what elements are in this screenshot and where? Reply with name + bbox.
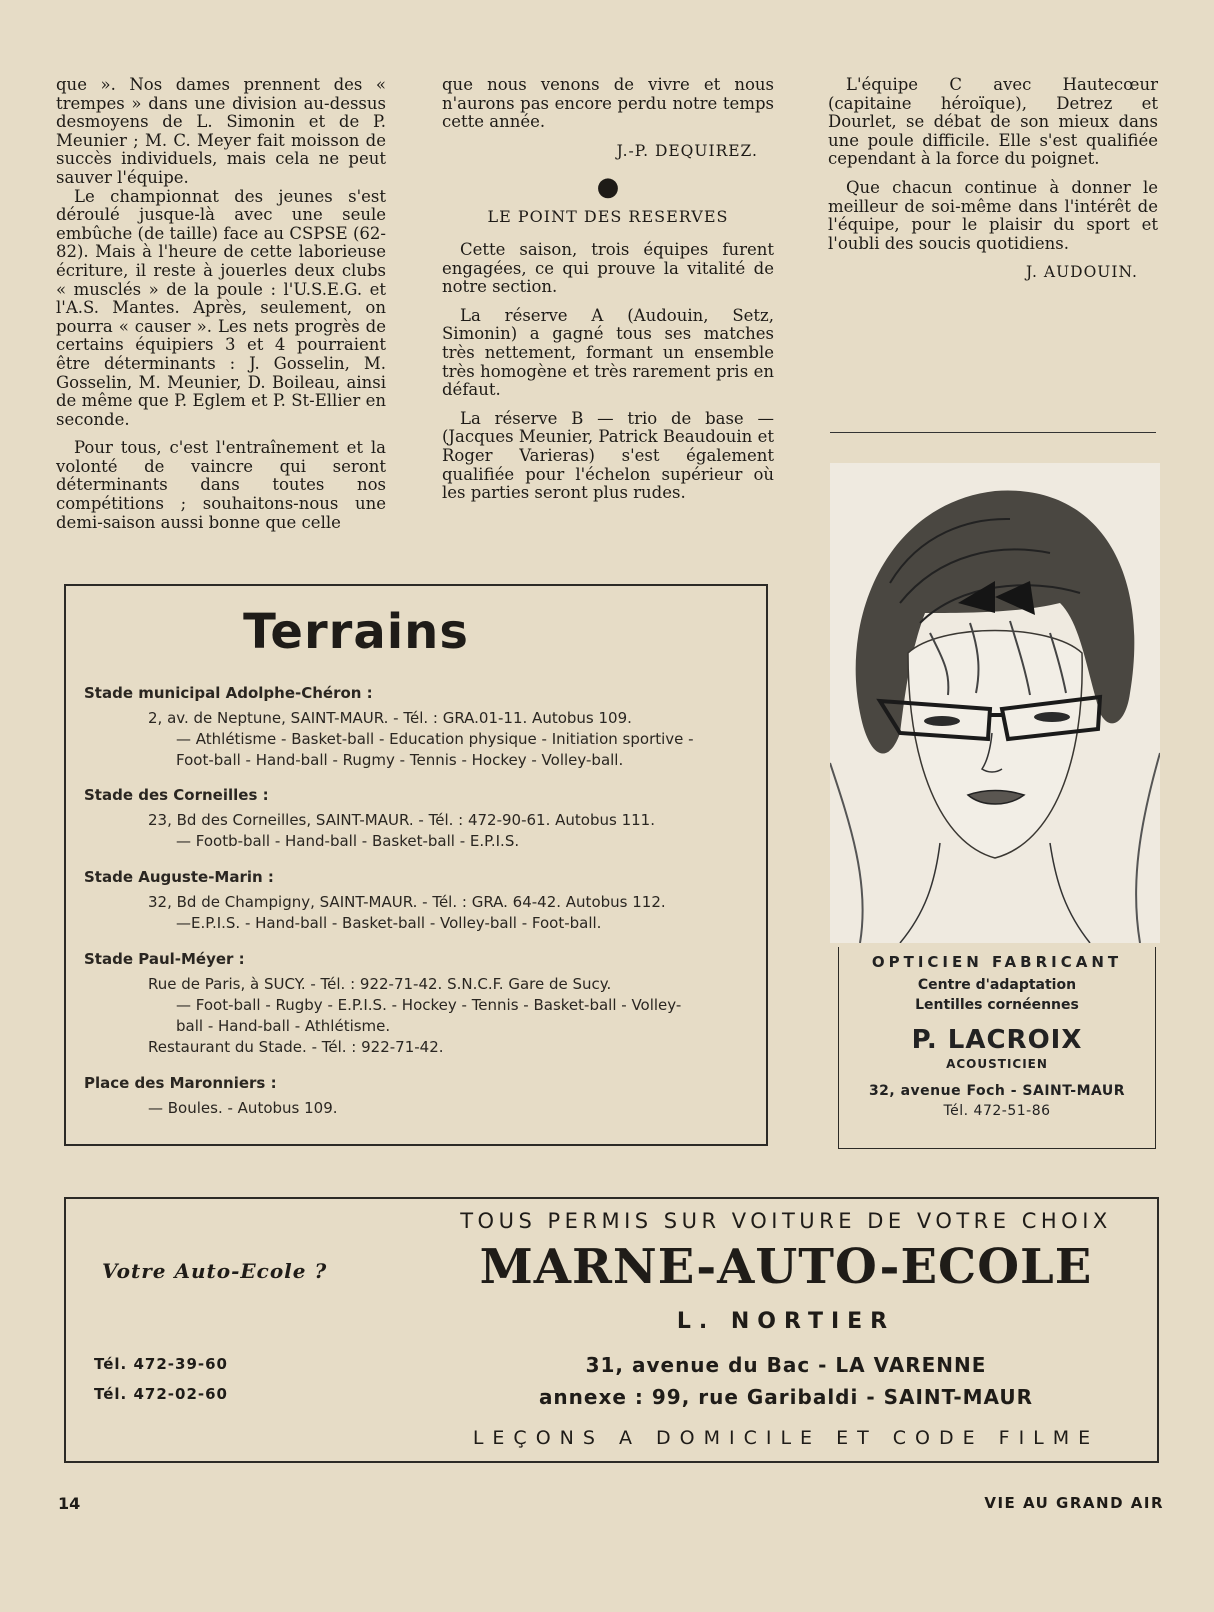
stade-line: 23, Bd des Corneilles, SAINT-MAUR. - Tél. : 472-90-61. Autobus 111.: [148, 811, 655, 829]
paragraph: L'équipe C avec Hautecœur (capitaine héroïque), Detrez et Dourlet, se débat de son mieux dans une poule difficile. Elle s'est qualifiée cependant à la force du poignet.: [828, 75, 1158, 169]
stade-line: — Foot-ball - Rugby - E.P.I.S. - Hockey - Tennis - Basket-ball - Volley-: [176, 996, 682, 1014]
woman-glasses-illustration: [830, 463, 1160, 943]
paragraph: La réserve A (Audouin, Setz, Simonin) a gagné tous ses matches très nettement, formant un ensemble très homogène et très rarement pris en défaut.: [442, 305, 774, 400]
page-number: 14: [58, 1494, 81, 1513]
stade-name: Place des Maronniers :: [84, 1074, 277, 1092]
stade-name: Stade Paul-Méyer :: [84, 950, 245, 968]
optician-name: P. LACROIX: [911, 1025, 1083, 1055]
article-column-3: [828, 76, 1158, 282]
paragraph: que ». Nos dames prennent des « trempes » dans une division au-dessus desmoyens de L. Simonin et de P. Meunier ; M. C. Meyer fait moisson de succès individuels, mais cela ne peut sauver l'équipe.: [56, 75, 386, 187]
ad-line: Centre d'adaptation: [917, 977, 1077, 993]
stade-line: — Footb-ball - Hand-ball - Basket-ball - E.P.I.S.: [176, 832, 520, 850]
stade-name: Stade Auguste-Marin :: [84, 868, 274, 886]
stade-line: Restaurant du Stade. - Tél. : 922-71-42.: [148, 1038, 444, 1056]
ad-line: Lentilles cornéennes: [915, 997, 1079, 1013]
ad-address: annexe : 99, rue Garibaldi - SAINT-MAUR: [538, 1385, 1034, 1409]
auto-ecole-ad: [64, 1197, 1159, 1463]
signature: J.-P. DEQUIREZ.: [616, 141, 758, 160]
separator-bullet: ●: [596, 172, 620, 203]
optician-phone: Tél. 472-51-86: [943, 1103, 1051, 1119]
ad-phone: Tél. 472-39-60: [94, 1355, 228, 1373]
stade-line: —E.P.I.S. - Hand-ball - Basket-ball - Volley-ball - Foot-ball.: [176, 914, 602, 932]
paragraph: Cette saison, trois équipes furent engagées, ce qui prouve la vitalité de notre section.: [442, 239, 774, 297]
paragraph: que nous venons de vivre et nous n'aurons pas encore perdu notre temps cette année.: [442, 75, 774, 132]
ad-owner: L. NORTIER: [676, 1309, 896, 1334]
optician-ad: [838, 947, 1156, 1149]
stade-line: 32, Bd de Champigny, SAINT-MAUR. - Tél. : GRA. 64-42. Autobus 112.: [148, 893, 666, 911]
section-heading: LE POINT DES RESERVES: [487, 207, 729, 227]
article-column-2: [442, 76, 774, 503]
stade-entry: [84, 868, 752, 934]
optician-subtitle: ACOUSTICIEN: [946, 1057, 1048, 1071]
paragraph: Que chacun continue à donner le meilleur de soi-même dans l'intérêt de l'équipe, pour le plaisir du sport et l'oubli des soucis quotidiens.: [828, 177, 1158, 253]
publication-name: VIE AU GRAND AIR: [984, 1494, 1164, 1512]
terrains-box: [64, 584, 768, 1146]
stade-line: — Boules. - Autobus 109.: [148, 1099, 338, 1117]
stade-entry: [84, 1074, 752, 1119]
terrains-title: Terrains: [243, 604, 469, 660]
divider: [830, 432, 1156, 433]
stade-line: — Athlétisme - Basket-ball - Education physique - Initiation sportive -: [176, 730, 694, 748]
portrait-sketch: [830, 463, 1160, 943]
optician-address: 32, avenue Foch - SAINT-MAUR: [868, 1083, 1126, 1099]
ad-line: OPTICIEN FABRICANT: [871, 953, 1123, 971]
stade-entry: [84, 684, 752, 771]
stade-name: Stade des Corneilles :: [84, 786, 269, 804]
article-column-1: [56, 76, 386, 532]
stade-line: 2, av. de Neptune, SAINT-MAUR. - Tél. : GRA.01-11. Autobus 109.: [148, 709, 632, 727]
ad-address: 31, avenue du Bac - LA VARENNE: [585, 1353, 987, 1377]
paragraph: Pour tous, c'est l'entraînement et la volonté de vaincre qui seront déterminants dans toutes nos compétitions ; souhaitons-nous une demi-saison aussi bonne que celle: [56, 438, 386, 532]
stade-entry: [84, 786, 752, 852]
paragraph: La réserve B — trio de base — (Jacques Meunier, Patrick Beaudouin et Roger Varieras) s'est également qualifiée pour l'échelon supérieur où les parties seront plus rudes.: [442, 408, 774, 503]
signature: J. AUDOUIN.: [1026, 263, 1138, 282]
stade-entry: [84, 950, 752, 1058]
ad-tagline: TOUS PERMIS SUR VOITURE DE VOTRE CHOIX: [460, 1209, 1112, 1233]
stade-line: ball - Hand-ball - Athlétisme.: [176, 1017, 391, 1035]
ad-phone: Tél. 472-02-60: [94, 1385, 228, 1403]
ad-question: Votre Auto-Ecole ?: [102, 1259, 328, 1283]
paragraph: Le championnat des jeunes s'est déroulé jusque-là avec une seule embûche (de taille) face au CSPSE (62-82). Mais à l'heure de cette laborieuse écriture, il reste à jouerles deux clubs « musclés » de la poule : l'U.S.E.G. et l'A.S. Mantes. Après, seulement, on pourra « causer ». Les nets progrès de certains équipiers 3 et 4 pourraient être déterminants : J. Gosselin, M. Gosselin, M. Meunier, D. Boileau, ainsi de même que P. Eglem et P. St-Ellier en seconde.: [56, 186, 386, 429]
ad-brand-name: MARNE-AUTO-ECOLE: [479, 1239, 1093, 1295]
stade-line: Rue de Paris, à SUCY. - Tél. : 922-71-42. S.N.C.F. Gare de Sucy.: [148, 975, 612, 993]
ad-footer: LEÇONS A DOMICILE ET CODE FILME: [472, 1427, 1100, 1449]
stade-name: Stade municipal Adolphe-Chéron :: [84, 684, 373, 702]
stade-line: Foot-ball - Hand-ball - Rugmy - Tennis - Hockey - Volley-ball.: [176, 751, 624, 769]
